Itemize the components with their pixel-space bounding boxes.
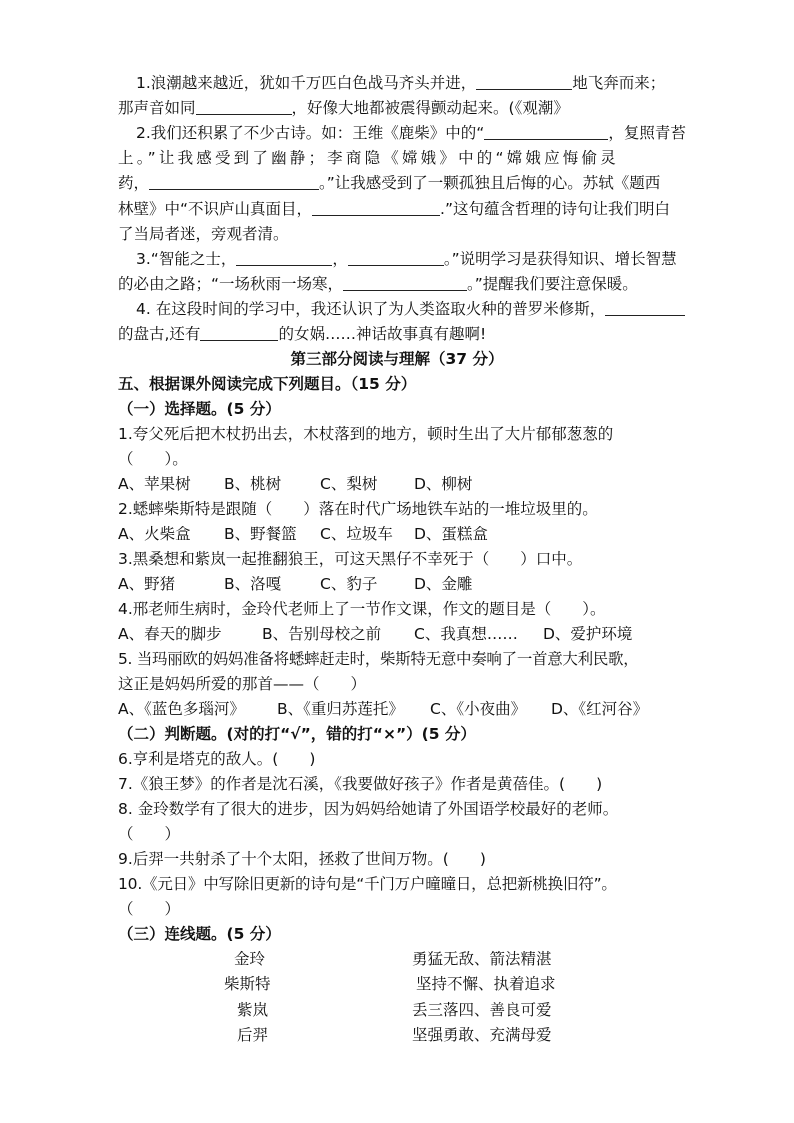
q2-line3: 药， 。”让我感受到了一颗孤独且后悔的心。苏轼《题西 [118, 174, 661, 192]
choice-q1-line1: 1.夸父死后把木杖扔出去，木杖落到的地方，顿时生出了大片郁郁葱葱的 [118, 425, 614, 443]
choice-q4-option[interactable]: A、春天的脚步 [118, 625, 222, 643]
answer-blank[interactable] [348, 249, 444, 266]
choice-q5-line2: 这正是妈妈所爱的那首——（ ） [118, 675, 367, 693]
match-trait[interactable]: 丢三落四、善良可爱 [412, 1001, 552, 1019]
choice-q1-option[interactable]: A、苹果树 [118, 475, 191, 493]
match-name[interactable]: 柴斯特 [224, 975, 271, 993]
match-name[interactable]: 后羿 [237, 1026, 269, 1044]
judge-q10-line1: 10.《元日》中写除旧更新的诗句是“千门万户曈曈日，总把新桃换旧符”。 [118, 875, 617, 893]
choice-q3-option[interactable]: C、豹子 [320, 575, 378, 593]
judge-q9: 9.后羿一共射杀了十个太阳，拯救了世间万物。( ) [118, 850, 486, 868]
choice-q1-option[interactable]: C、梨树 [320, 475, 378, 493]
answer-blank[interactable] [200, 324, 278, 341]
choice-q1-option[interactable]: B、桃树 [224, 475, 282, 493]
choice-q2-option[interactable]: A、火柴盒 [118, 525, 191, 543]
judge-q8-line1: 8. 金玲数学有了很大的进步，因为妈妈给她请了外国语学校最好的老师。 [118, 800, 619, 818]
part3-title: 第三部分阅读与理解（37 分） [290, 350, 504, 368]
q1-line2: 那声音如同 ，好像大地都被震得颤动起来。(《观潮》 [118, 99, 569, 117]
choice-q4-option[interactable]: C、我真想…… [414, 625, 518, 643]
choice-q5-line1: 5. 当玛丽欧的妈妈准备将蟋蟀赶走时，柴斯特无意中奏响了一首意大利民歌， [118, 650, 639, 668]
choice-q5-option[interactable]: D、《红河谷》 [551, 700, 649, 718]
match-name[interactable]: 紫岚 [237, 1001, 269, 1019]
answer-blank[interactable] [196, 98, 292, 115]
choice-q5-option[interactable]: B、《重归苏莲托》 [277, 700, 404, 718]
answer-blank[interactable] [343, 274, 467, 291]
q4-line1: 4. 在这段时间的学习中，我还认识了为人类盗取火种的普罗米修斯， [136, 297, 685, 321]
q2-line1: 2.我们还积累了不少古诗。如：王维《鹿柴》中的“ ，复照青苔 [136, 124, 686, 142]
choice-q4-option[interactable]: D、爱护环境 [543, 625, 633, 643]
match-name[interactable]: 金玲 [234, 950, 266, 968]
choice-q2: 2.蟋蟀柴斯特是跟随（ ）落在时代广场地铁车站的一堆垃圾里的。 [118, 500, 598, 518]
section5-title: 五、根据课外阅读完成下列题目。（15 分） [118, 375, 417, 393]
q2-line2: 上。”让我感受到了幽静；李商隐《嫦娥》中的“嫦娥应悔偷灵 [118, 149, 619, 167]
judge-q6: 6.亨利是塔克的敌人。( ) [118, 750, 316, 768]
q2-line4: 林壁》中“不识庐山真面目， .”这句蕴含哲理的诗句让我们明白 [118, 200, 670, 218]
choice-q1-option[interactable]: D、柳树 [414, 475, 473, 493]
q2-line5: 了当局者迷，旁观者清。 [118, 225, 289, 243]
choice-q5-option[interactable]: C、《小夜曲》 [430, 700, 527, 718]
answer-blank[interactable] [236, 249, 332, 266]
choice-q2-option[interactable]: D、蛋糕盒 [414, 525, 488, 543]
answer-blank[interactable] [312, 199, 440, 216]
match-trait[interactable]: 勇猛无敌、箭法精湛 [412, 950, 552, 968]
answer-blank[interactable] [149, 173, 319, 190]
choice-q2-option[interactable]: B、野餐篮 [224, 525, 297, 543]
answer-blank[interactable] [476, 73, 572, 90]
choice-q3: 3.黑桑想和紫岚一起推翻狼王，可这天黑仔不幸死于（ ）口中。 [118, 550, 583, 568]
judge-q10-line2: （ ） [118, 900, 181, 918]
matching-title: （三）连线题。(5 分） [118, 925, 281, 943]
choice-q2-option[interactable]: C、垃圾车 [320, 525, 393, 543]
answer-blank[interactable] [484, 123, 608, 140]
choice-title: （一）选择题。(5 分） [118, 400, 281, 418]
answer-blank[interactable] [605, 299, 685, 316]
choice-q1-line2: （ ）。 [118, 450, 188, 468]
q4-line2: 的盘古,还有 的女娲……神话故事真有趣啊! [118, 325, 487, 343]
choice-q4: 4.邢老师生病时，金玲代老师上了一节作文课，作文的题目是（ ）。 [118, 600, 606, 618]
judge-q7: 7.《狼王梦》的作者是沈石溪，《我要做好孩子》作者是黄蓓佳。( ) [118, 775, 603, 793]
q1-line1: 1.浪潮越来越近，犹如千万匹白色战马齐头并进， 地飞奔而来； [136, 74, 666, 92]
choice-q5-option[interactable]: A、《蓝色多瑙河》 [118, 700, 245, 718]
q3-line2: 的必由之路；“一场秋雨一场寒， 。”提醒我们要注意保暖。 [118, 275, 638, 293]
judge-title: （二）判断题。(对的打“√”，错的打“×”）(5 分） [118, 725, 476, 743]
match-trait[interactable]: 坚强勇敢、充满母爱 [412, 1026, 552, 1044]
choice-q3-option[interactable]: D、金雕 [414, 575, 473, 593]
choice-q3-option[interactable]: B、洛嘎 [224, 575, 282, 593]
match-trait[interactable]: 坚持不懈、执着追求 [416, 975, 556, 993]
choice-q3-option[interactable]: A、野猪 [118, 575, 176, 593]
q3-line1: 3.“智能之士， ， 。”说明学习是获得知识、增长智慧 [136, 250, 677, 268]
choice-q4-option[interactable]: B、告别母校之前 [262, 625, 382, 643]
judge-q8-line2: （ ） [118, 825, 181, 843]
